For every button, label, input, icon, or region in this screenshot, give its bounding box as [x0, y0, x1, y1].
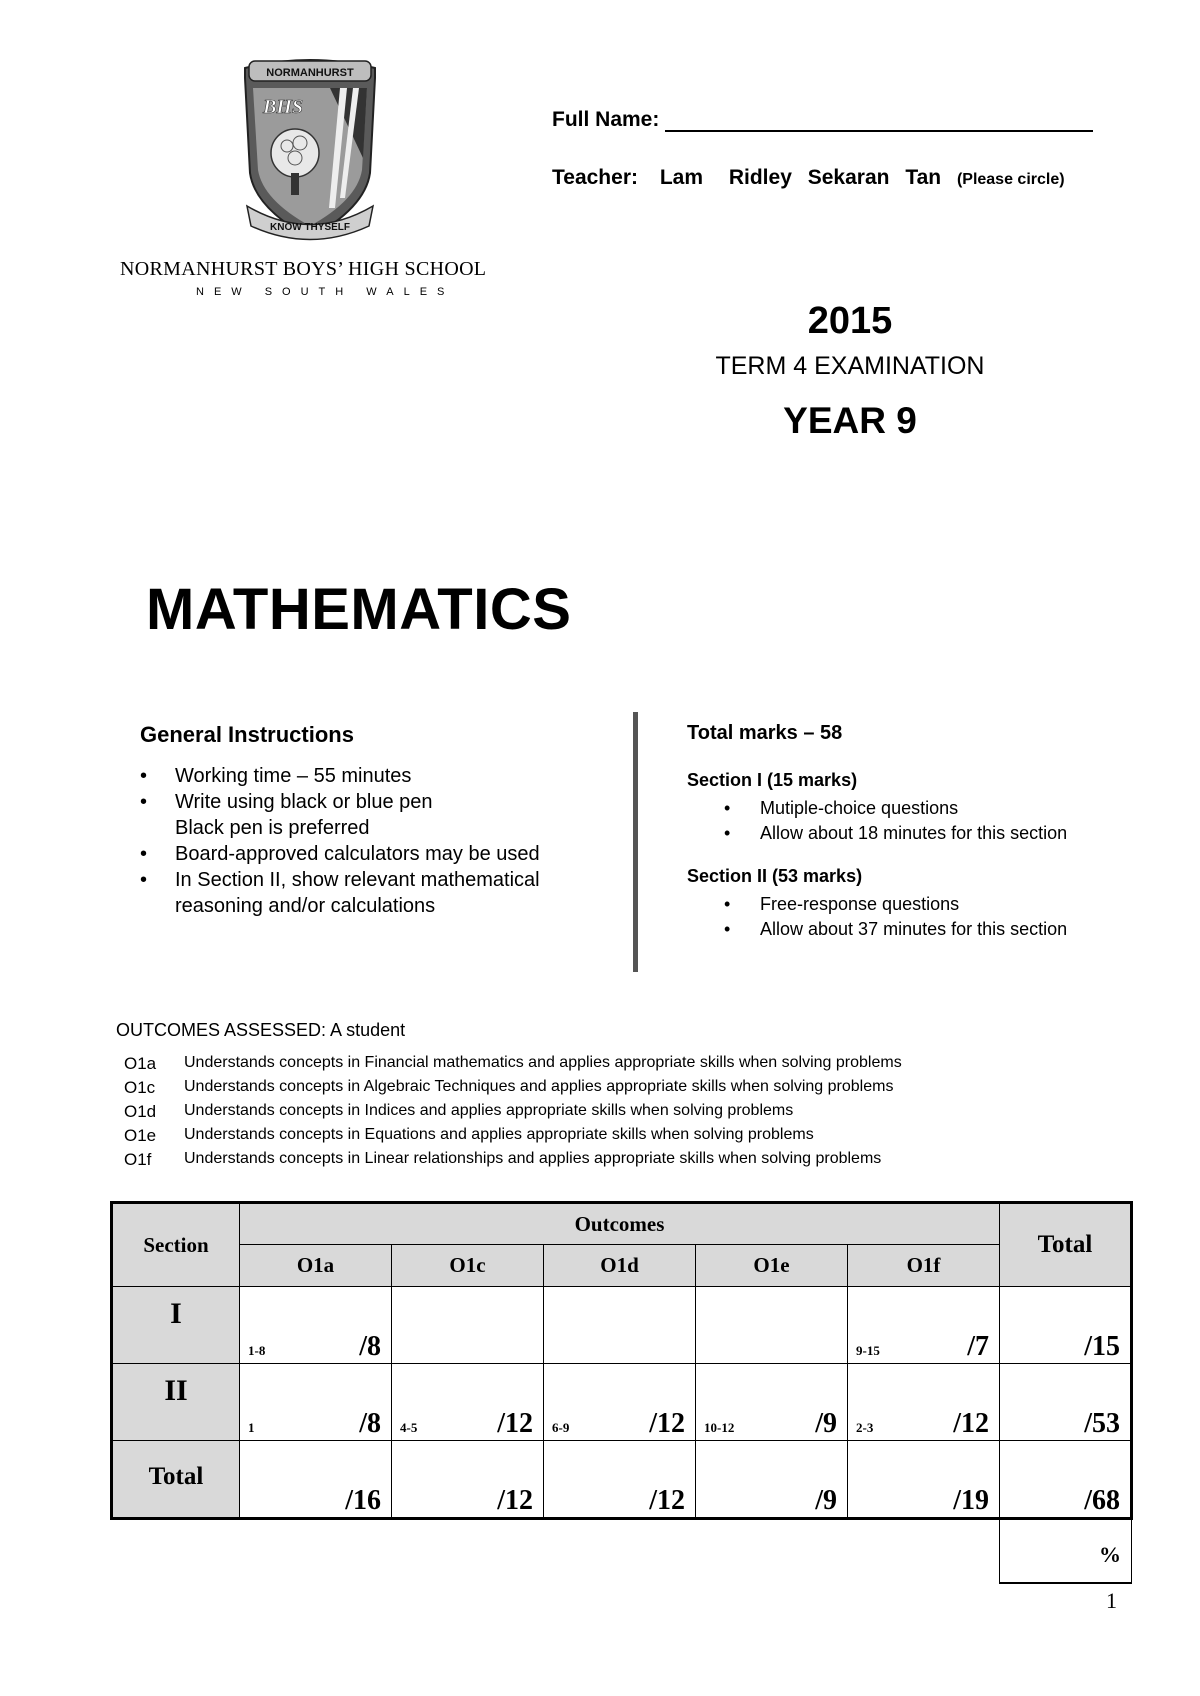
mark-cell[interactable]: [848, 1287, 1000, 1364]
teacher-option-lam[interactable]: Lam: [659, 166, 704, 189]
outcomes-heading: OUTCOMES ASSESSED: A student: [116, 1020, 406, 1040]
outcome-row: [124, 1126, 902, 1150]
outcome-code: O1d: [124, 1102, 157, 1121]
question-range: 6-9: [552, 1420, 570, 1435]
table-row: [112, 1441, 1132, 1519]
section-1-item: • Mutiple-choice questions: [687, 796, 1067, 821]
question-range: 1: [248, 1420, 255, 1435]
max-mark: /16: [345, 1485, 381, 1516]
outcome-text: Understands concepts in Equations and applies appropriate skills when solving problems: [184, 1126, 814, 1143]
mark-cell[interactable]: [392, 1441, 544, 1519]
instruction-item: • Write using black or blue pen: [140, 789, 540, 815]
instruction-item: • In Section II, show relevant mathematical: [140, 867, 540, 893]
school-name: NORMANHURST BOYS’ HIGH SCHOOL: [120, 258, 487, 280]
mark-cell[interactable]: [544, 1441, 696, 1519]
teacher-note: (Please circle): [956, 171, 1065, 188]
grand-total: /68: [1084, 1485, 1120, 1516]
outcome-text: Understands concepts in Indices and applies appropriate skills when solving problems: [184, 1102, 794, 1119]
exam-year: 2015: [807, 300, 893, 342]
mark-cell[interactable]: [240, 1364, 392, 1441]
outcomes-list: [124, 1054, 902, 1174]
row-total-cell[interactable]: [1000, 1287, 1132, 1364]
marks-table: [110, 1201, 1133, 1584]
mark-cell[interactable]: [848, 1441, 1000, 1519]
exam-grade: YEAR 9: [783, 400, 917, 441]
outcome-code: O1a: [124, 1054, 157, 1073]
section-2-item: • Free-response questions: [687, 892, 1067, 917]
outcome-code: O1e: [124, 1126, 157, 1145]
max-mark: /9: [815, 1408, 837, 1439]
grand-total-cell[interactable]: [1000, 1441, 1132, 1519]
question-range: 10-12: [704, 1420, 735, 1435]
instruction-item: Black pen is preferred: [175, 817, 370, 839]
outcome-row: [124, 1054, 902, 1078]
outcome-text: Understands concepts in Financial mathematics and applies appropriate skills when solving problems: [184, 1054, 902, 1071]
divider: [633, 712, 638, 972]
section-1-item: • Allow about 18 minutes for this section: [687, 821, 1067, 846]
mark-cell[interactable]: [696, 1364, 848, 1441]
header-col-o1d: O1d: [544, 1245, 696, 1287]
percent-cell[interactable]: [1000, 1519, 1132, 1584]
max-mark: /12: [497, 1408, 533, 1439]
crest-initials-text: BHS: [262, 96, 304, 118]
header-total: Total: [1000, 1203, 1132, 1287]
mark-cell[interactable]: [392, 1364, 544, 1441]
header-outcomes: Outcomes: [240, 1203, 1000, 1245]
max-mark: /19: [953, 1485, 989, 1516]
instruction-item: • Working time – 55 minutes: [140, 763, 540, 789]
percent-label: %: [1099, 1542, 1121, 1567]
question-range: 4-5: [400, 1420, 418, 1435]
header-col-o1f: O1f: [848, 1245, 1000, 1287]
full-name-field[interactable]: [552, 108, 1093, 132]
row-total-cell[interactable]: [1000, 1364, 1132, 1441]
question-range: 1-8: [248, 1343, 266, 1358]
table-row: [112, 1287, 1132, 1364]
row-label: II: [112, 1364, 240, 1441]
school-crest-logo: [235, 58, 385, 243]
max-mark: /9: [815, 1485, 837, 1516]
row-total: /15: [1084, 1331, 1120, 1362]
header-section: Section: [112, 1203, 240, 1287]
outcome-code: O1f: [124, 1150, 152, 1169]
teacher-option-ridley[interactable]: Ridley: [728, 166, 792, 189]
section-1-heading: Section I (15 marks): [687, 770, 858, 790]
instruction-item: reasoning and/or calculations: [175, 895, 436, 917]
mark-cell[interactable]: [240, 1287, 392, 1364]
mark-cell[interactable]: [392, 1287, 544, 1364]
crest-motto-text: KNOW THYSELF: [270, 222, 350, 233]
section-2-heading: Section II (53 marks): [687, 866, 863, 886]
general-instructions-heading: General Instructions: [140, 722, 354, 747]
outcome-row: [124, 1102, 902, 1126]
max-mark: /12: [953, 1408, 989, 1439]
teacher-option-sekaran[interactable]: Sekaran: [807, 166, 890, 189]
row-label: I: [112, 1287, 240, 1364]
row-label: Total: [112, 1441, 240, 1519]
mark-cell[interactable]: [544, 1364, 696, 1441]
page-number: 1: [1106, 1588, 1117, 1613]
section-2-item: • Allow about 37 minutes for this section: [687, 917, 1067, 942]
exam-term: TERM 4 EXAMINATION: [715, 352, 985, 380]
mark-cell[interactable]: [544, 1287, 696, 1364]
header-col-o1c: O1c: [392, 1245, 544, 1287]
question-range: 9-15: [856, 1343, 880, 1358]
max-mark: /8: [359, 1331, 381, 1362]
total-marks-heading: Total marks – 58: [687, 722, 843, 744]
exam-subject: MATHEMATICS: [146, 577, 572, 642]
max-mark: /12: [649, 1408, 685, 1439]
max-mark: /12: [649, 1485, 685, 1516]
section-2-list: [687, 892, 1067, 942]
max-mark: /12: [497, 1485, 533, 1516]
max-mark: /8: [359, 1408, 381, 1439]
teacher-option-tan[interactable]: Tan: [905, 166, 942, 189]
full-name-line[interactable]: [665, 110, 1093, 132]
header-col-o1e: O1e: [696, 1245, 848, 1287]
outcome-row: [124, 1078, 902, 1102]
outcome-text: Understands concepts in Algebraic Techniques and applies appropriate skills when solving problems: [184, 1078, 894, 1095]
outcome-code: O1c: [124, 1078, 156, 1097]
outcome-text: Understands concepts in Linear relationships and applies appropriate skills when solving problems: [184, 1150, 882, 1167]
max-mark: /7: [967, 1331, 989, 1362]
mark-cell[interactable]: [848, 1364, 1000, 1441]
teacher-label: Teacher:: [552, 166, 638, 189]
mark-cell[interactable]: [240, 1441, 392, 1519]
table-row: [112, 1364, 1132, 1441]
mark-cell[interactable]: [696, 1287, 848, 1364]
full-name-label: Full Name:: [552, 108, 660, 131]
instruction-item: • Board-approved calculators may be used: [140, 841, 540, 867]
question-range: 2-3: [856, 1420, 874, 1435]
outcome-row: [124, 1150, 902, 1174]
header-col-o1a: O1a: [240, 1245, 392, 1287]
row-total: /53: [1084, 1408, 1120, 1439]
crest-banner-text: NORMANHURST: [266, 67, 354, 79]
section-1-list: [687, 796, 1067, 846]
general-instructions-list: [140, 763, 540, 919]
teacher-field: [552, 166, 1075, 190]
school-state: NEW SOUTH WALES: [196, 286, 455, 298]
mark-cell[interactable]: [696, 1441, 848, 1519]
